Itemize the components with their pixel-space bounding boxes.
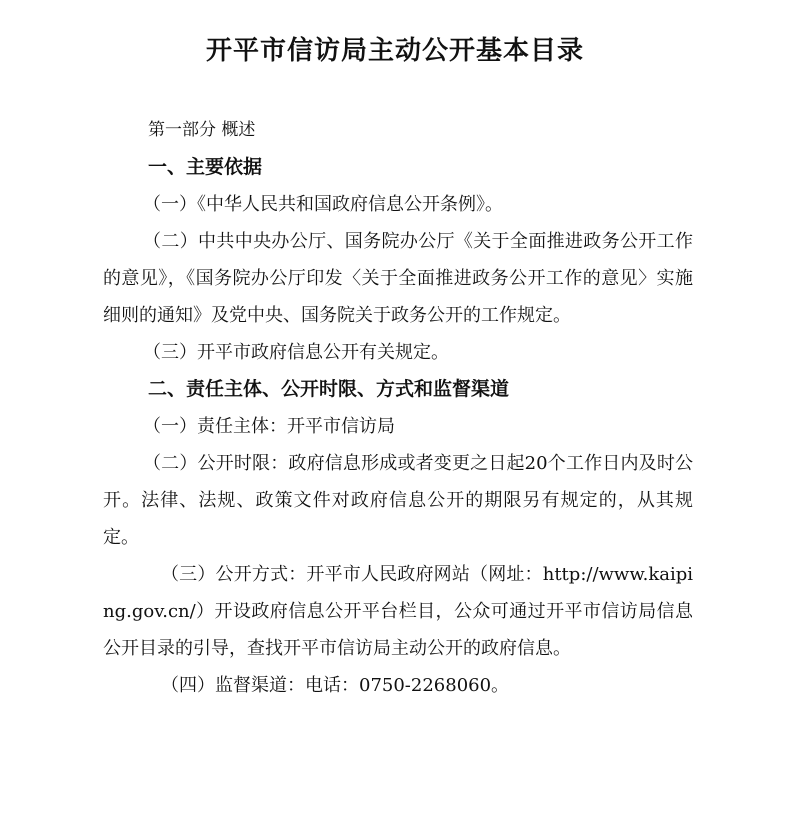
document-body	[103, 112, 693, 704]
section2-item4: （四）监督渠道：电话：0750-2268060。	[161, 675, 510, 696]
section2-item1: （一）责任主体：开平市信访局	[143, 416, 395, 437]
section1-item2: （二）中共中央办公厅、国务院办公厅《关于全面推进政务公开工作的意见》，《国务院办公厅印发〈关于全面推进政务公开工作的意见〉实施细则的通知》及党中央、国务院关于政务公开的工作规定。	[103, 231, 693, 326]
section2-heading: 二、责任主体、公开时限、方式和监督渠道	[148, 378, 510, 400]
section2-item2: （二）公开时限：政府信息形成或者变更之日起20个工作日内及时公开。法律、法规、政策文件对政府信息公开的期限另有规定的，从其规定。	[103, 453, 693, 548]
part-one-label: 第一部分 概述	[148, 120, 256, 140]
document-title: 开平市信访局主动公开基本目录	[205, 36, 584, 66]
section2-item3: （三）公开方式：开平市人民政府网站（网址：http://www.kaiping.gov.cn/）开设政府信息公开平台栏目，公众可通过开平市信访局信息公开目录的引导，查找开平市信访局主动公开的政府信息。	[103, 564, 693, 659]
section1-heading: 一、主要依据	[148, 156, 263, 178]
section1-item1: （一）《中华人民共和国政府信息公开条例》。	[143, 194, 503, 215]
section1-item3: （三）开平市政府信息公开有关规定。	[143, 342, 449, 363]
